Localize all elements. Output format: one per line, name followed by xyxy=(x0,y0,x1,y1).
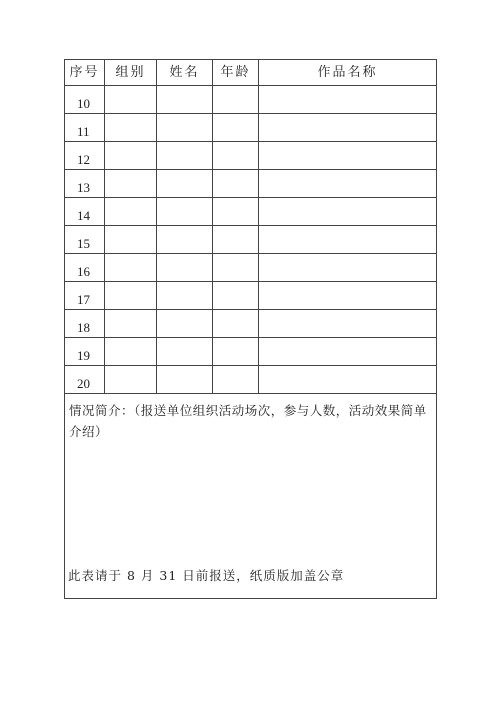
table-row xyxy=(65,114,437,142)
age-cell[interactable] xyxy=(213,366,259,394)
work-title-cell[interactable] xyxy=(259,86,437,114)
group-cell[interactable] xyxy=(105,170,157,198)
group-cell[interactable] xyxy=(105,226,157,254)
table-row xyxy=(65,226,437,254)
group-cell[interactable] xyxy=(105,366,157,394)
row-seq: 15 xyxy=(65,226,105,254)
work-title-cell[interactable] xyxy=(259,198,437,226)
age-cell[interactable] xyxy=(213,198,259,226)
name-cell[interactable] xyxy=(157,310,213,338)
group-cell[interactable] xyxy=(105,86,157,114)
footer-note: 此表请于 8 月 31 日前报送，纸质版加盖公章 xyxy=(68,568,345,583)
group-cell[interactable] xyxy=(105,282,157,310)
table-row xyxy=(65,86,437,114)
table-row xyxy=(65,198,437,226)
group-cell[interactable] xyxy=(105,338,157,366)
age-cell[interactable] xyxy=(213,142,259,170)
header-work-title: 作品名称 xyxy=(259,60,437,86)
table-row xyxy=(65,338,437,366)
age-cell[interactable] xyxy=(213,338,259,366)
row-seq: 20 xyxy=(65,366,105,394)
work-title-cell[interactable] xyxy=(259,338,437,366)
row-seq: 14 xyxy=(65,198,105,226)
registration-table xyxy=(64,59,437,599)
age-cell[interactable] xyxy=(213,226,259,254)
group-cell[interactable] xyxy=(105,254,157,282)
table-row xyxy=(65,366,437,394)
row-seq: 12 xyxy=(65,142,105,170)
age-cell[interactable] xyxy=(213,254,259,282)
name-cell[interactable] xyxy=(157,254,213,282)
group-cell[interactable] xyxy=(105,114,157,142)
work-title-cell[interactable] xyxy=(259,282,437,310)
age-cell[interactable] xyxy=(213,86,259,114)
work-title-cell[interactable] xyxy=(259,226,437,254)
table-row xyxy=(65,170,437,198)
group-cell[interactable] xyxy=(105,198,157,226)
table-row xyxy=(65,282,437,310)
table-row xyxy=(65,254,437,282)
work-title-cell[interactable] xyxy=(259,310,437,338)
work-title-cell[interactable] xyxy=(259,142,437,170)
intro-text: 情况简介：（报送单位组织活动场次，参与人数，活动效果简单介绍） xyxy=(69,403,427,439)
name-cell[interactable] xyxy=(157,86,213,114)
group-cell[interactable] xyxy=(105,142,157,170)
work-title-cell[interactable] xyxy=(259,170,437,198)
age-cell[interactable] xyxy=(213,282,259,310)
work-title-cell[interactable] xyxy=(259,114,437,142)
row-seq: 13 xyxy=(65,170,105,198)
row-seq: 17 xyxy=(65,282,105,310)
name-cell[interactable] xyxy=(157,198,213,226)
row-seq: 10 xyxy=(65,86,105,114)
name-cell[interactable] xyxy=(157,338,213,366)
age-cell[interactable] xyxy=(213,114,259,142)
header-row xyxy=(65,60,437,86)
header-group: 组别 xyxy=(105,60,157,86)
work-title-cell[interactable] xyxy=(259,254,437,282)
name-cell[interactable] xyxy=(157,226,213,254)
header-name: 姓名 xyxy=(157,60,213,86)
row-seq: 16 xyxy=(65,254,105,282)
name-cell[interactable] xyxy=(157,170,213,198)
table-row xyxy=(65,310,437,338)
name-cell[interactable] xyxy=(157,282,213,310)
row-seq: 19 xyxy=(65,338,105,366)
name-cell[interactable] xyxy=(157,114,213,142)
group-cell[interactable] xyxy=(105,310,157,338)
header-age: 年龄 xyxy=(213,60,259,86)
work-title-cell[interactable] xyxy=(259,366,437,394)
age-cell[interactable] xyxy=(213,170,259,198)
name-cell[interactable] xyxy=(157,142,213,170)
row-seq: 11 xyxy=(65,114,105,142)
age-cell[interactable] xyxy=(213,310,259,338)
name-cell[interactable] xyxy=(157,366,213,394)
header-seq: 序号 xyxy=(65,60,105,86)
table-row xyxy=(65,142,437,170)
row-seq: 18 xyxy=(65,310,105,338)
